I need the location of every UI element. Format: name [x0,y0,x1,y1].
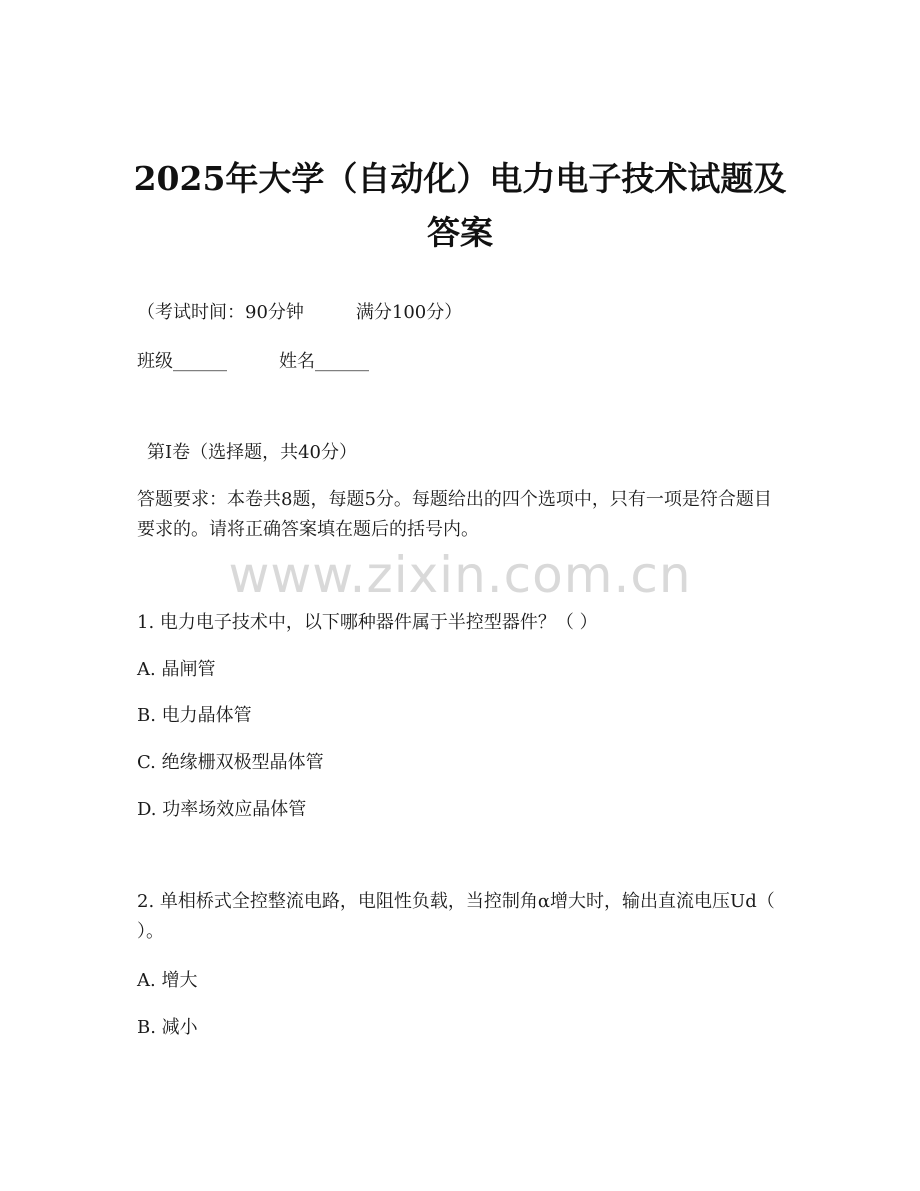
question-1-option-a: A. 晶闸管 [137,659,216,680]
student-fields [137,347,369,377]
exam-time: （考试时间：90分钟 [137,302,304,323]
class-field: 班级______ [137,351,227,372]
exam-full-score: 满分100分） [355,302,463,323]
question-2-option-b: B. 减小 [137,1017,198,1038]
page-title: 2025年大学（自动化）电力电子技术试题及答案 [133,159,787,252]
watermark: www.zixin.com.cn [228,546,692,604]
question-1-option-c: C. 绝缘栅双极型晶体管 [137,752,324,773]
exam-info [137,298,462,328]
question-2-stem: 2. 单相桥式全控整流电路，电阻性负载，当控制角α增大时，输出直流电压Ud（ ）。 [137,891,775,942]
name-field: 姓名______ [279,351,369,372]
question-1-option-d: D. 功率场效应晶体管 [137,799,307,820]
question-1-stem: 1. 电力电子技术中，以下哪种器件属于半控型器件？（ ） [137,612,598,633]
question-1-option-b: B. 电力晶体管 [137,705,252,726]
section-title: 第I卷（选择题，共40分） [147,442,358,463]
instructions: 答题要求：本卷共8题，每题5分。每题给出的四个选项中，只有一项是符合题目要求的。请将正确答案填在题后的括号内。 [137,489,772,540]
question-2-option-a: A. 增大 [137,970,198,991]
